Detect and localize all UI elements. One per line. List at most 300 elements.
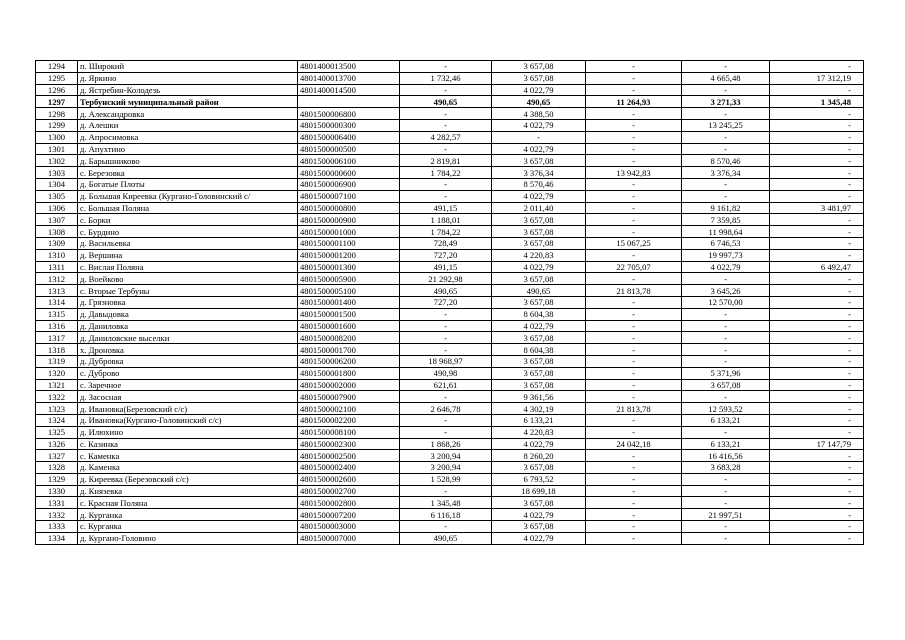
settlement-name-cell: д. Илюхино — [78, 426, 298, 438]
value-cell-3: - — [586, 344, 682, 356]
value-cell-2: 8 604,38 — [492, 344, 586, 356]
oktmo-code-cell: 4801400013500 — [298, 61, 400, 73]
value-cell-5: - — [770, 532, 864, 544]
value-cell-4: 19 997,73 — [682, 249, 770, 261]
value-cell-2: 3 657,08 — [492, 273, 586, 285]
row-number-cell: 1333 — [36, 521, 78, 533]
value-cell-1: - — [400, 143, 492, 155]
value-cell-2: 4 022,79 — [492, 143, 586, 155]
row-number-cell: 1317 — [36, 332, 78, 344]
settlement-name-cell: с. Березовка — [78, 167, 298, 179]
value-cell-2: - — [492, 131, 586, 143]
value-cell-2: 6 793,52 — [492, 473, 586, 485]
value-cell-1: 727,20 — [400, 249, 492, 261]
settlement-name-cell: д. Князевка — [78, 485, 298, 497]
oktmo-code-cell: 4801500002200 — [298, 414, 400, 426]
table-row — [36, 450, 864, 462]
value-cell-5: 3 481,97 — [770, 202, 864, 214]
oktmo-code-cell: 4801500002400 — [298, 462, 400, 474]
settlement-name-cell: х. Дроновка — [78, 344, 298, 356]
value-cell-3: - — [586, 391, 682, 403]
value-cell-4: 6 133,21 — [682, 414, 770, 426]
value-cell-1: 728,49 — [400, 237, 492, 249]
settlement-name-cell: д. Киреевка (Березовский с/с) — [78, 473, 298, 485]
settlement-name-cell: с. Казинка — [78, 438, 298, 450]
value-cell-1: - — [400, 178, 492, 190]
settlement-name-cell: д. Апухтино — [78, 143, 298, 155]
table-row — [36, 119, 864, 131]
value-cell-5: - — [770, 485, 864, 497]
settlement-name-cell: с. Каменка — [78, 450, 298, 462]
oktmo-code-cell: 4801500001200 — [298, 249, 400, 261]
value-cell-1: - — [400, 108, 492, 120]
value-cell-3: - — [586, 320, 682, 332]
oktmo-code-cell: 4801500002500 — [298, 450, 400, 462]
row-number-cell: 1315 — [36, 308, 78, 320]
value-cell-4: - — [682, 344, 770, 356]
settlement-name-cell: д. Дубровка — [78, 355, 298, 367]
value-cell-3: - — [586, 462, 682, 474]
settlement-name-cell: д. Васильевка — [78, 237, 298, 249]
table-row — [36, 108, 864, 120]
value-cell-3: - — [586, 61, 682, 73]
row-number-cell: 1323 — [36, 403, 78, 415]
value-cell-2: 4 302,19 — [492, 403, 586, 415]
value-cell-2: 3 657,08 — [492, 355, 586, 367]
settlement-name-cell: с. Заречное — [78, 379, 298, 391]
oktmo-code-cell: 4801500007200 — [298, 509, 400, 521]
value-cell-4: - — [682, 108, 770, 120]
oktmo-code-cell: 4801500006800 — [298, 108, 400, 120]
oktmo-code-cell: 4801500001100 — [298, 237, 400, 249]
value-cell-5: - — [770, 84, 864, 96]
value-cell-3: - — [586, 450, 682, 462]
oktmo-code-cell: 4801500002800 — [298, 497, 400, 509]
value-cell-1: 6 116,18 — [400, 509, 492, 521]
value-cell-5: - — [770, 296, 864, 308]
value-cell-3: - — [586, 108, 682, 120]
row-number-cell: 1295 — [36, 72, 78, 84]
table-row — [36, 367, 864, 379]
value-cell-1: 727,20 — [400, 296, 492, 308]
oktmo-code-cell: 4801500002600 — [298, 473, 400, 485]
value-cell-1: - — [400, 426, 492, 438]
value-cell-3: - — [586, 190, 682, 202]
row-number-cell: 1311 — [36, 261, 78, 273]
value-cell-1: 1 784,22 — [400, 167, 492, 179]
value-cell-3: 13 942,83 — [586, 167, 682, 179]
row-number-cell: 1325 — [36, 426, 78, 438]
table-row — [36, 249, 864, 261]
value-cell-2: 3 657,08 — [492, 497, 586, 509]
oktmo-code-cell: 4801500001800 — [298, 367, 400, 379]
oktmo-code-cell: 4801500006100 — [298, 155, 400, 167]
value-cell-3: - — [586, 308, 682, 320]
settlement-name-cell: д. Даниловские выселки — [78, 332, 298, 344]
value-cell-1: - — [400, 521, 492, 533]
value-cell-3: 21 813,78 — [586, 285, 682, 297]
value-cell-3: - — [586, 332, 682, 344]
row-number-cell: 1314 — [36, 296, 78, 308]
value-cell-1: - — [400, 84, 492, 96]
value-cell-1: - — [400, 332, 492, 344]
value-cell-2: 4 220,83 — [492, 249, 586, 261]
value-cell-5: - — [770, 521, 864, 533]
value-cell-2: 4 388,50 — [492, 108, 586, 120]
table-row — [36, 473, 864, 485]
value-cell-4: - — [682, 84, 770, 96]
value-cell-2: 4 022,79 — [492, 509, 586, 521]
value-cell-2: 4 022,79 — [492, 190, 586, 202]
oktmo-code-cell: 4801500000600 — [298, 167, 400, 179]
value-cell-5: - — [770, 308, 864, 320]
value-cell-2: 8 260,20 — [492, 450, 586, 462]
value-cell-3: - — [586, 84, 682, 96]
value-cell-4: - — [682, 308, 770, 320]
table-row — [36, 214, 864, 226]
value-cell-5: - — [770, 379, 864, 391]
oktmo-code-cell: 4801500008100 — [298, 426, 400, 438]
row-number-cell: 1324 — [36, 414, 78, 426]
row-number-cell: 1302 — [36, 155, 78, 167]
value-cell-2: 8 604,38 — [492, 308, 586, 320]
value-cell-2: 3 657,08 — [492, 237, 586, 249]
oktmo-code-cell: 4801500005100 — [298, 285, 400, 297]
oktmo-code-cell: 4801400014500 — [298, 84, 400, 96]
row-number-cell: 1307 — [36, 214, 78, 226]
oktmo-code-cell: 4801500000300 — [298, 119, 400, 131]
value-cell-2: 3 657,08 — [492, 214, 586, 226]
row-number-cell: 1309 — [36, 237, 78, 249]
row-number-cell: 1310 — [36, 249, 78, 261]
oktmo-code-cell: 4801400013700 — [298, 72, 400, 84]
value-cell-5: - — [770, 426, 864, 438]
value-cell-4: 12 570,00 — [682, 296, 770, 308]
settlement-name-cell: п. Широкий — [78, 61, 298, 73]
row-number-cell: 1330 — [36, 485, 78, 497]
value-cell-2: 3 657,08 — [492, 379, 586, 391]
row-number-cell: 1299 — [36, 119, 78, 131]
value-cell-3: - — [586, 497, 682, 509]
table-row — [36, 532, 864, 544]
value-cell-5: - — [770, 285, 864, 297]
value-cell-2: 4 220,83 — [492, 426, 586, 438]
value-cell-2: 490,65 — [492, 96, 586, 108]
settlement-name-cell: с. Вторые Тербуны — [78, 285, 298, 297]
data-table — [35, 60, 864, 545]
oktmo-code-cell: 4801500000900 — [298, 214, 400, 226]
value-cell-1: 2 646,78 — [400, 403, 492, 415]
value-cell-5: - — [770, 367, 864, 379]
value-cell-4: - — [682, 131, 770, 143]
value-cell-1: 2 819,81 — [400, 155, 492, 167]
oktmo-code-cell: 4801500002100 — [298, 403, 400, 415]
oktmo-code-cell: 4801500002700 — [298, 485, 400, 497]
value-cell-5: - — [770, 249, 864, 261]
value-cell-2: 3 657,08 — [492, 226, 586, 238]
value-cell-5: - — [770, 119, 864, 131]
value-cell-2: 4 022,79 — [492, 119, 586, 131]
table-row — [36, 379, 864, 391]
value-cell-4: - — [682, 273, 770, 285]
settlement-name-cell: д. Кургано-Головино — [78, 532, 298, 544]
row-number-cell: 1321 — [36, 379, 78, 391]
value-cell-1: 18 968,97 — [400, 355, 492, 367]
value-cell-5: 17 147,79 — [770, 438, 864, 450]
settlement-name-cell: с. Бурдино — [78, 226, 298, 238]
table-row — [36, 320, 864, 332]
table-row — [36, 131, 864, 143]
oktmo-code-cell: 4801500002000 — [298, 379, 400, 391]
oktmo-code-cell: 4801500001500 — [298, 308, 400, 320]
value-cell-2: 3 376,34 — [492, 167, 586, 179]
settlement-name-cell: с. Большая Поляна — [78, 202, 298, 214]
oktmo-code-cell: 4801500000800 — [298, 202, 400, 214]
value-cell-2: 3 657,08 — [492, 72, 586, 84]
value-cell-4: 12 593,52 — [682, 403, 770, 415]
value-cell-4: - — [682, 485, 770, 497]
table-row — [36, 84, 864, 96]
value-cell-4: 9 161,82 — [682, 202, 770, 214]
value-cell-3: - — [586, 119, 682, 131]
value-cell-1: 490,65 — [400, 96, 492, 108]
value-cell-2: 4 022,79 — [492, 320, 586, 332]
settlement-name-cell: д. Каменка — [78, 462, 298, 474]
value-cell-2: 4 022,79 — [492, 438, 586, 450]
settlement-name-cell: д. Александровка — [78, 108, 298, 120]
value-cell-5: - — [770, 403, 864, 415]
settlement-name-cell: д. Даниловка — [78, 320, 298, 332]
oktmo-code-cell: 4801500000500 — [298, 143, 400, 155]
value-cell-2: 8 570,46 — [492, 178, 586, 190]
value-cell-4: 3 645,26 — [682, 285, 770, 297]
settlement-name-cell: д. Ястребин-Колодезь — [78, 84, 298, 96]
value-cell-4: 21 997,51 — [682, 509, 770, 521]
settlement-name-cell: с. Дуброво — [78, 367, 298, 379]
value-cell-3: - — [586, 532, 682, 544]
oktmo-code-cell: 4801500001700 — [298, 344, 400, 356]
settlement-name-cell: с. Борки — [78, 214, 298, 226]
value-cell-2: 3 657,08 — [492, 61, 586, 73]
table-row — [36, 202, 864, 214]
oktmo-code-cell: 4801500007900 — [298, 391, 400, 403]
value-cell-2: 3 657,08 — [492, 367, 586, 379]
value-cell-2: 4 022,79 — [492, 532, 586, 544]
value-cell-1: 490,65 — [400, 532, 492, 544]
value-cell-5: - — [770, 332, 864, 344]
value-cell-4: - — [682, 497, 770, 509]
value-cell-5: 1 345,48 — [770, 96, 864, 108]
row-number-cell: 1313 — [36, 285, 78, 297]
settlement-name-cell: д. Ивановка(Кургано-Головинский с/с) — [78, 414, 298, 426]
value-cell-1: - — [400, 119, 492, 131]
value-cell-5: - — [770, 391, 864, 403]
value-cell-5: - — [770, 190, 864, 202]
row-number-cell: 1322 — [36, 391, 78, 403]
oktmo-code-cell: 4801500001000 — [298, 226, 400, 238]
settlement-name-cell: д. Ивановка(Березовский с/с) — [78, 403, 298, 415]
value-cell-2: 3 657,08 — [492, 521, 586, 533]
value-cell-1: 1 528,99 — [400, 473, 492, 485]
value-cell-1: - — [400, 190, 492, 202]
value-cell-2: 6 133,21 — [492, 414, 586, 426]
oktmo-code-cell: 4801500003000 — [298, 521, 400, 533]
row-number-cell: 1297 — [36, 96, 78, 108]
value-cell-4: - — [682, 190, 770, 202]
value-cell-5: - — [770, 178, 864, 190]
value-cell-1: 21 292,98 — [400, 273, 492, 285]
table-row — [36, 403, 864, 415]
value-cell-4: 7 359,85 — [682, 214, 770, 226]
row-number-cell: 1304 — [36, 178, 78, 190]
value-cell-3: 21 813,78 — [586, 403, 682, 415]
table-row — [36, 485, 864, 497]
table-row — [36, 190, 864, 202]
oktmo-code-cell: 4801500006400 — [298, 131, 400, 143]
value-cell-5: - — [770, 320, 864, 332]
settlement-name-cell: д. Давыдовка — [78, 308, 298, 320]
value-cell-4: - — [682, 178, 770, 190]
settlement-name-cell: Тербунский муниципальный район — [78, 96, 298, 108]
oktmo-code-cell: 4801500006200 — [298, 355, 400, 367]
row-number-cell: 1301 — [36, 143, 78, 155]
oktmo-code-cell: 4801500001300 — [298, 261, 400, 273]
value-cell-3: - — [586, 426, 682, 438]
value-cell-2: 3 657,08 — [492, 296, 586, 308]
value-cell-4: - — [682, 473, 770, 485]
row-number-cell: 1308 — [36, 226, 78, 238]
settlement-name-cell: д. Барышниково — [78, 155, 298, 167]
value-cell-5: - — [770, 108, 864, 120]
settlement-name-cell: д. Воейково — [78, 273, 298, 285]
value-cell-3: - — [586, 485, 682, 497]
table-row — [36, 332, 864, 344]
settlement-name-cell: д. Богатые Плоты — [78, 178, 298, 190]
value-cell-1: 3 200,94 — [400, 462, 492, 474]
value-cell-5: - — [770, 450, 864, 462]
settlement-name-cell: с. Красная Поляна — [78, 497, 298, 509]
row-number-cell: 1332 — [36, 509, 78, 521]
value-cell-2: 4 022,79 — [492, 84, 586, 96]
table-row — [36, 178, 864, 190]
table-row — [36, 61, 864, 73]
table-row — [36, 285, 864, 297]
value-cell-1: 490,65 — [400, 285, 492, 297]
value-cell-3: - — [586, 273, 682, 285]
value-cell-1: 4 282,57 — [400, 131, 492, 143]
value-cell-5: - — [770, 214, 864, 226]
row-number-cell: 1298 — [36, 108, 78, 120]
value-cell-3: - — [586, 379, 682, 391]
table-row — [36, 261, 864, 273]
value-cell-3: - — [586, 202, 682, 214]
settlement-name-cell: д. Засосная — [78, 391, 298, 403]
row-number-cell: 1331 — [36, 497, 78, 509]
value-cell-1: 3 200,94 — [400, 450, 492, 462]
value-cell-2: 3 657,08 — [492, 332, 586, 344]
value-cell-5: - — [770, 237, 864, 249]
value-cell-1: - — [400, 414, 492, 426]
row-number-cell: 1318 — [36, 344, 78, 356]
value-cell-1: 621,61 — [400, 379, 492, 391]
table-row — [36, 155, 864, 167]
value-cell-4: - — [682, 355, 770, 367]
row-number-cell: 1296 — [36, 84, 78, 96]
value-cell-3: - — [586, 296, 682, 308]
value-cell-2: 2 011,40 — [492, 202, 586, 214]
row-number-cell: 1316 — [36, 320, 78, 332]
value-cell-4: - — [682, 320, 770, 332]
value-cell-5: - — [770, 61, 864, 73]
value-cell-3: - — [586, 355, 682, 367]
value-cell-2: 4 022,79 — [492, 261, 586, 273]
value-cell-5: - — [770, 226, 864, 238]
table-row — [36, 72, 864, 84]
value-cell-4: - — [682, 332, 770, 344]
table-row — [36, 96, 864, 108]
value-cell-4: 3 376,34 — [682, 167, 770, 179]
value-cell-5: - — [770, 167, 864, 179]
row-number-cell: 1306 — [36, 202, 78, 214]
row-number-cell: 1320 — [36, 367, 78, 379]
row-number-cell: 1303 — [36, 167, 78, 179]
value-cell-5: - — [770, 473, 864, 485]
value-cell-5: - — [770, 155, 864, 167]
row-number-cell: 1305 — [36, 190, 78, 202]
value-cell-3: - — [586, 131, 682, 143]
row-number-cell: 1326 — [36, 438, 78, 450]
value-cell-5: - — [770, 497, 864, 509]
value-cell-4: 8 570,46 — [682, 155, 770, 167]
value-cell-3: 15 067,25 — [586, 237, 682, 249]
table-row — [36, 521, 864, 533]
value-cell-1: 491,15 — [400, 261, 492, 273]
value-cell-3: - — [586, 521, 682, 533]
settlement-name-cell: д. Апросимовка — [78, 131, 298, 143]
value-cell-3: 22 705,07 — [586, 261, 682, 273]
table-row — [36, 237, 864, 249]
value-cell-3: - — [586, 249, 682, 261]
oktmo-code-cell: 4801500008200 — [298, 332, 400, 344]
value-cell-3: - — [586, 509, 682, 521]
value-cell-3: 24 042,18 — [586, 438, 682, 450]
value-cell-3: 11 264,93 — [586, 96, 682, 108]
table-row — [36, 462, 864, 474]
value-cell-2: 3 657,08 — [492, 155, 586, 167]
oktmo-code-cell: 4801500006900 — [298, 178, 400, 190]
value-cell-4: - — [682, 426, 770, 438]
row-number-cell: 1294 — [36, 61, 78, 73]
settlement-name-cell: д. Яркино — [78, 72, 298, 84]
table-row — [36, 143, 864, 155]
value-cell-1: 1 345,48 — [400, 497, 492, 509]
value-cell-5: - — [770, 143, 864, 155]
value-cell-4: 13 245,25 — [682, 119, 770, 131]
value-cell-4: 3 683,28 — [682, 462, 770, 474]
value-cell-1: - — [400, 344, 492, 356]
value-cell-1: - — [400, 391, 492, 403]
settlement-name-cell: д. Грязновка — [78, 296, 298, 308]
value-cell-2: 3 657,08 — [492, 462, 586, 474]
settlement-name-cell: д. Большая Киреевка (Кургано-Головинский с/ — [78, 190, 298, 202]
value-cell-4: 11 998,64 — [682, 226, 770, 238]
value-cell-4: 3 271,33 — [682, 96, 770, 108]
value-cell-5: - — [770, 509, 864, 521]
value-cell-2: 9 361,56 — [492, 391, 586, 403]
value-cell-3: - — [586, 473, 682, 485]
row-number-cell: 1334 — [36, 532, 78, 544]
value-cell-1: 491,15 — [400, 202, 492, 214]
